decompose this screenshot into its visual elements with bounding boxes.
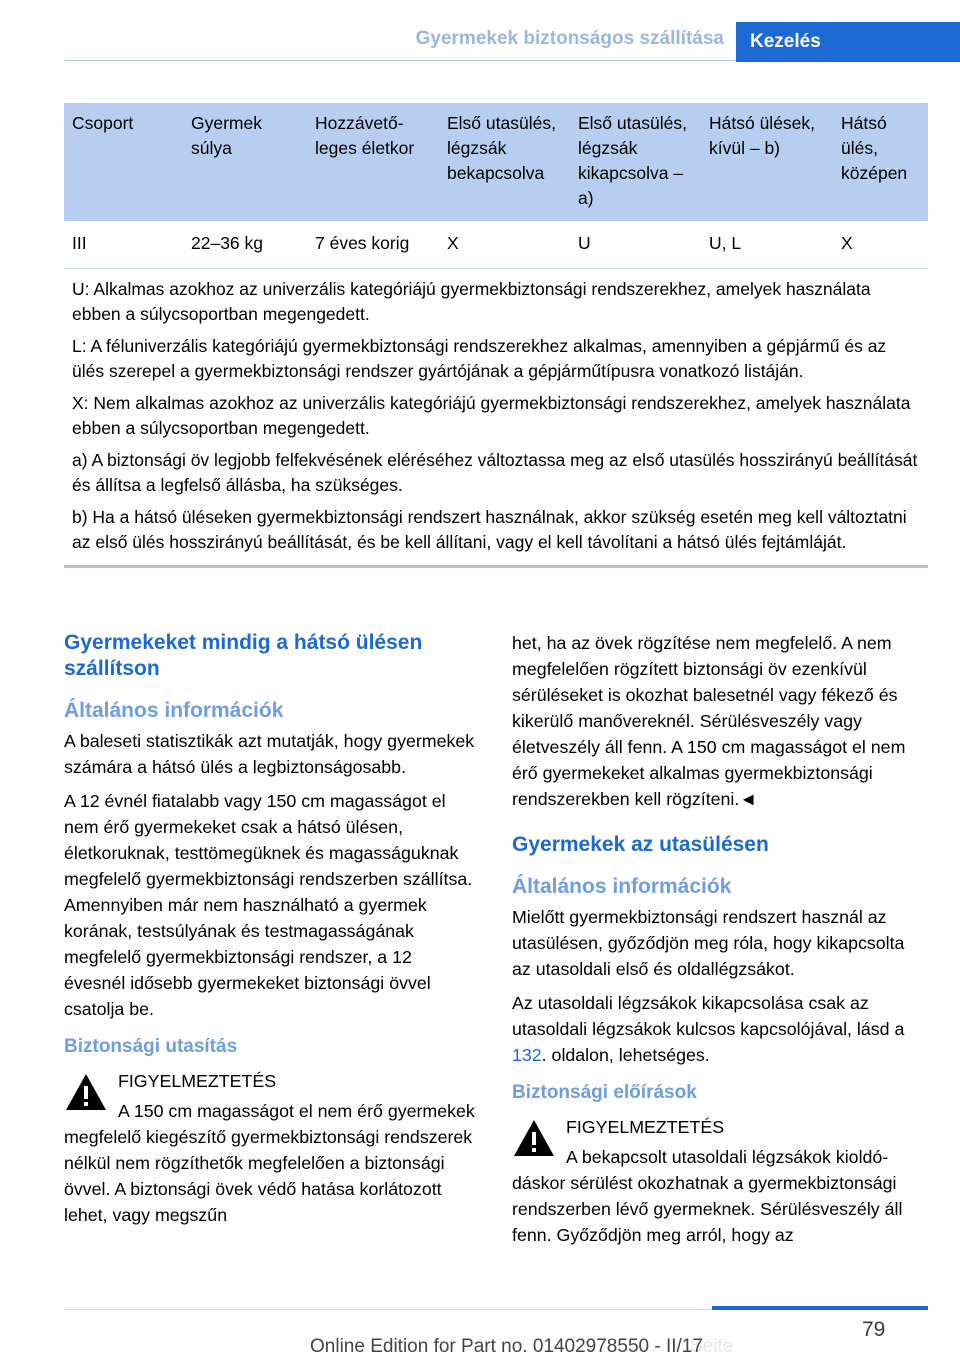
note-l: L: A féluniverzális kategóriájú gyermekbiztonsági rendszerekhez alkalmas, amennyiben a gépjármű és az ülés szerepel a gyermekbiztonsági rendszer gyártójának a gépjárműtípusra vonatkozó listáján.	[72, 336, 887, 381]
column-header: Hátsó ülés, középen	[833, 103, 928, 221]
warning-block	[64, 1068, 478, 1228]
table-cell: X	[833, 221, 928, 269]
edition-line: Online Edition for Part no. 01402978550 - II/17	[310, 1336, 703, 1357]
warning-text: A 150 cm magasságot el nem érő gyermekek megfelelő kiegészítő gyermekbiztonsági rendszerek nélkül nem rögzíthetők megfelelően a biztonsági övvel. A biztonsági övek védő hatása korlátozott lehet, vagy megszűn	[64, 1101, 475, 1225]
table-notes	[64, 269, 928, 567]
warning-title: FIGYELMEZTETÉS	[118, 1071, 277, 1091]
safety-heading: Biztonsági előírások	[512, 1082, 697, 1103]
paragraph: A 12 évnél fiatalabb vagy 150 cm magasságot el nem érő gyermekeket csak a hátsó ülésen, életkoruknak, testtömegüknek és magasságuknak megfelelő gyermekbiztonsági rendszerben szállítsa. Amennyiben már nem használható a gyermek korának, testsúlyának és testmagasságának megfelelő gyermekbiztonsági rendszer, a 12 évesnél idősebb gyermekeket biztonsági övvel csatolja be.	[64, 791, 473, 1019]
section-heading: Gyermekeket mindig a hátsó ülésen szállítson	[64, 631, 423, 680]
table-row	[64, 221, 928, 269]
chapter-tab[interactable]: Kezelés	[736, 22, 960, 62]
warning-triangle-icon	[64, 1072, 108, 1112]
column-header: Gyermek súlya	[183, 103, 307, 221]
header-rule	[64, 60, 736, 61]
paragraph	[512, 630, 928, 812]
table-header-row	[64, 103, 928, 221]
column-header: Hátsó ülések, kívül – b)	[701, 103, 833, 221]
note-x: X: Nem alkalmas azokhoz az univerzális kategóriájú gyermekbiztonsági rendszerekhez, amelyek használata ebben a súlycsoportban megengedett.	[72, 393, 911, 438]
warning-title: FIGYELMEZTETÉS	[566, 1117, 725, 1137]
child-seat-table	[64, 103, 928, 568]
end-mark: ◄	[739, 789, 757, 809]
column-header: Első utasülés, légzsák kikapcsolva – a)	[570, 103, 701, 221]
watermark: Seite	[690, 1336, 734, 1357]
left-column	[64, 630, 478, 1236]
paragraph	[512, 990, 928, 1068]
table-cell: 22–36 kg	[183, 221, 307, 269]
subheading: Általános információk	[64, 699, 284, 722]
note-b: b) Ha a hátsó üléseken gyermekbiztonsági rendszert használnak, akkor szükség esetén meg kell változtatni az első ülés hosszirányú beállítását, és be kell állítani, vagy el kell távolítani a hátsó ülés fejtámláját.	[72, 507, 907, 552]
continuation-text: het, ha az övek rögzítése nem megfelelő. A nem megfelelően rögzített biztonsági öv ezenkívül sérüléseket is okozhat balesetnél vagy fékező és kikerülő manővereknél. Sérülésveszély vagy életveszély áll fenn. A 150 cm magasságot el nem érő gyermekeket alkalmas gyermekbiztonsági rendszerekben kell rögzíteni.	[512, 633, 906, 809]
footer-accent-bar	[712, 1306, 928, 1310]
table-cell: 7 éves korig	[307, 221, 439, 269]
column-header: Csoport	[64, 103, 183, 221]
right-column	[512, 630, 928, 1256]
subheading: Általános információk	[512, 875, 732, 898]
warning-triangle-icon	[512, 1118, 556, 1158]
table-cell: III	[64, 221, 183, 269]
paragraph: A baleseti statisztikák azt mutatják, hogy gyermekek számára a hátsó ülés a legbiztonságosabb.	[64, 731, 475, 777]
table-cell: X	[439, 221, 570, 269]
text: . oldalon, lehetséges.	[541, 1045, 710, 1065]
note-a: a) A biztonsági öv legjobb felfekvésének eléréséhez változtassa meg az első utasülés hosszirányú beállítását és állítsa a legfelső állásba, ha szükséges.	[72, 450, 918, 495]
table-cell: U	[570, 221, 701, 269]
note-u: U: Alkalmas azokhoz az univerzális kategóriájú gyermekbiztonsági rendszerekhez, amelyek használata ebben a súlycsoportban megengedett.	[72, 279, 871, 324]
column-header: Hozzávetőleges életkor	[307, 103, 439, 221]
page-number: 79	[862, 1318, 886, 1341]
warning-block	[512, 1114, 928, 1248]
text: Az utasoldali légzsákok kikapcsolása csak az utasoldali légzsákok kulcsos kapcsolójával, lásd a	[512, 993, 905, 1039]
section-title: Gyermekek biztonságos szállítása	[415, 28, 724, 49]
column-header: Első utasülés, légzsák bekapcsolva	[439, 103, 570, 221]
warning-text: A bekapcsolt utasoldali légzsákok kioldódáskor sérülést okozhatnak a gyermekbiztonsági rendszerben lévő gyermeknek. Sérülésveszély áll fenn. Győződjön meg arról, hogy az	[512, 1147, 903, 1245]
table-notes-row	[64, 269, 928, 567]
page-link[interactable]: 132	[512, 1045, 542, 1065]
section-heading: Gyermekek az utasülésen	[512, 833, 769, 856]
paragraph: Mielőtt gyermekbiztonsági rendszert használ az utasülésen, győződjön meg róla, hogy kikapcsolta az utasoldali első és oldallégzsákot.	[512, 907, 905, 979]
safety-heading: Biztonsági utasítás	[64, 1036, 238, 1057]
table-cell: U, L	[701, 221, 833, 269]
